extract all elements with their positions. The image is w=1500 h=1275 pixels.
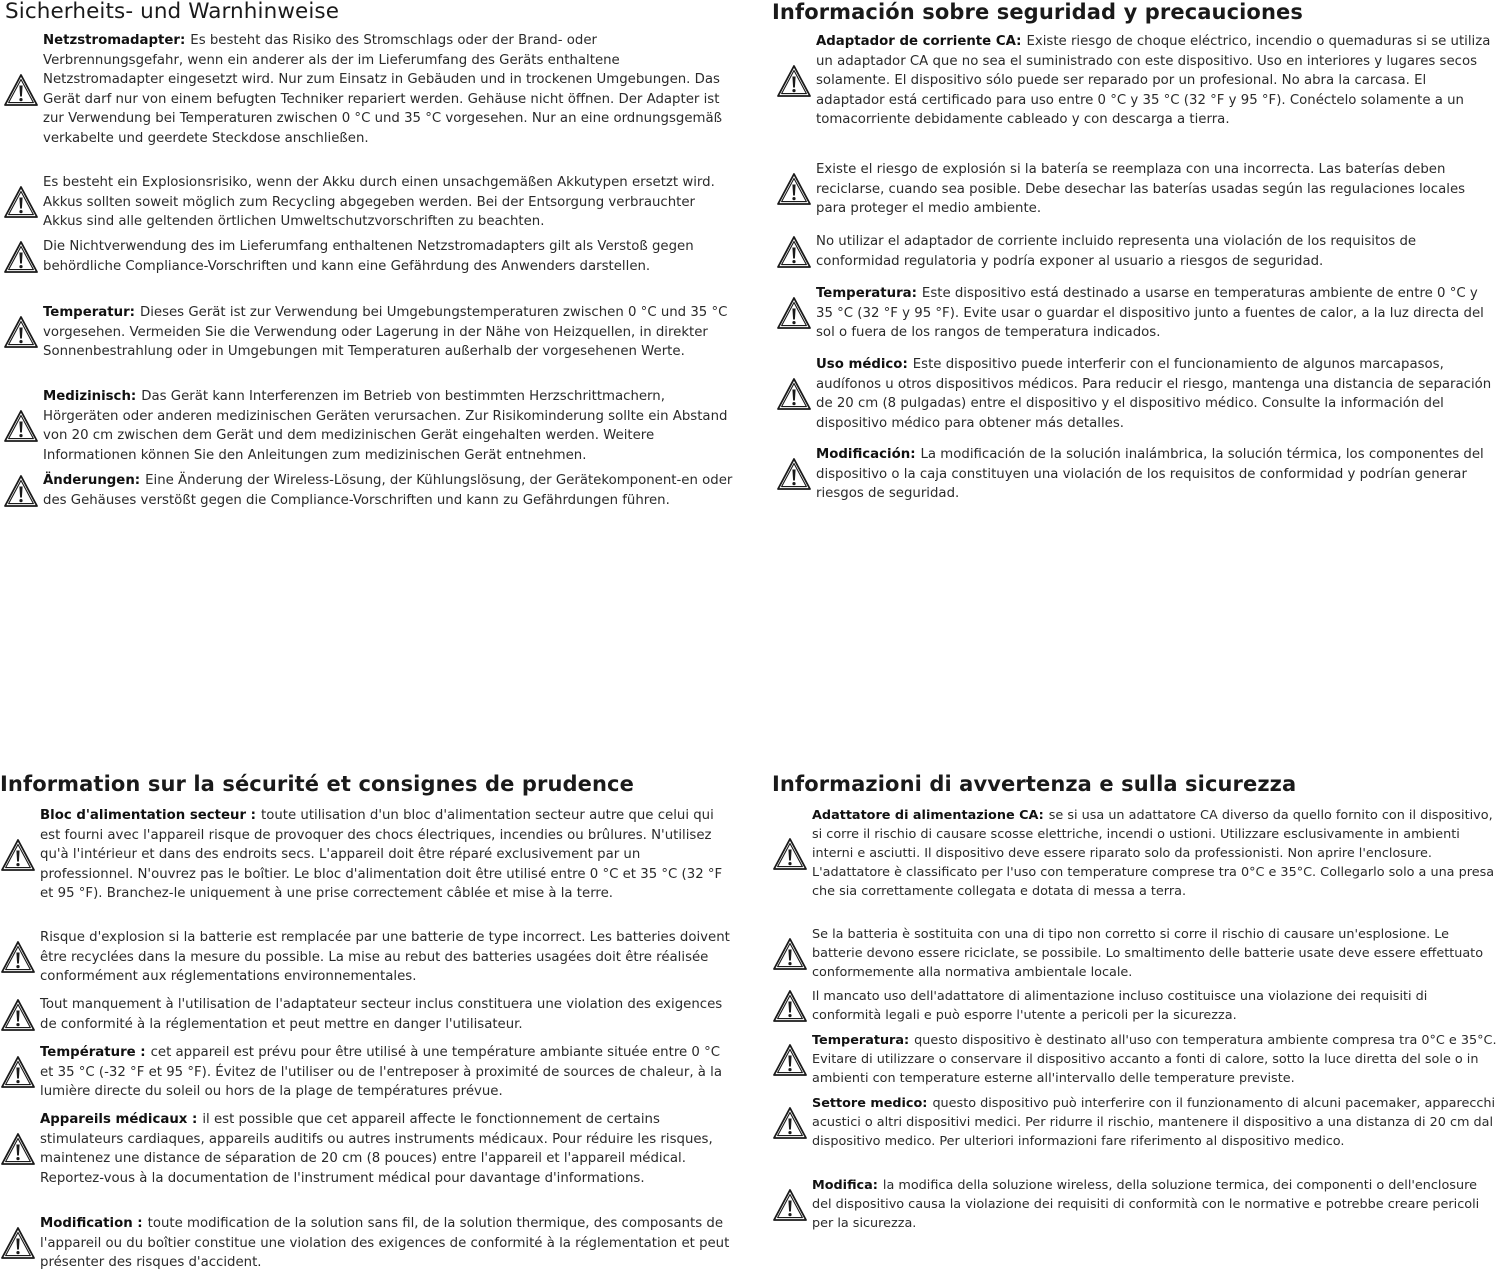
warning-triangle-icon xyxy=(772,1042,808,1078)
section-title: Informazioni di avvertenza e sulla sicurezza xyxy=(772,772,1297,796)
warning-entry-ac-adapter xyxy=(43,31,733,149)
section-french xyxy=(0,772,735,1272)
warning-label: Modifica: xyxy=(812,1178,878,1193)
warning-entry-modification xyxy=(816,445,1496,504)
warning-entry-temperature xyxy=(43,303,733,362)
warning-triangle-icon xyxy=(772,836,808,872)
warning-triangle-icon xyxy=(3,408,39,444)
warning-label: Temperatura: xyxy=(812,1033,910,1048)
warning-entry-compliance xyxy=(40,995,730,1034)
warning-entry-battery xyxy=(812,925,1498,982)
warning-triangle-icon xyxy=(776,456,812,492)
warning-label: Netzstromadapter: xyxy=(43,33,186,48)
warning-text: il est possible que cet appareil affecte le fonctionnement de certains stimulateurs cardiaques, appareils auditifs ou autres instruments médicaux. Pour réduire les risques, maintenez une distance de séparation de 20 cm (8 pouces) entre l'appareil et l'appareil médical. Reportez-vous à la documentation de l'instrument médical pour davantage d'informations. xyxy=(40,1112,713,1186)
warning-text: Existe riesgo de choque eléctrico, incendio o quemaduras si se utiliza un adaptador CA que no sea el suministrado con este dispositivo. Uso en interiores y lugares secos solamente. El dispositivo sólo puede ser reparado por un profesional. No abra la carcasa. El adaptador está certificado para uso entre 0 °C y 35 °C (32 °F y 95 °F). Conéctelo solamente a un tomacorriente debidamente cableado y con descarga a tierra. xyxy=(816,34,1491,128)
warning-triangle-icon xyxy=(776,63,812,99)
warning-text: Existe el riesgo de explosión si la batería se reemplaza con una incorrecta. Las baterías deben reciclarse, cuando sea posible. Debe desechar las baterías usadas según las regulaciones locales para proteger el medio ambiente. xyxy=(816,162,1466,217)
warning-entry-ac-adapter xyxy=(812,806,1498,901)
warning-triangle-icon xyxy=(772,1187,808,1223)
warning-entry-battery xyxy=(43,173,733,232)
warning-entry-compliance xyxy=(816,232,1496,271)
warning-text: Die Nichtverwendung des im Lieferumfang enthaltenen Netzstromadapters gilt als Verstoß gegen behördliche Compliance-Vorschriften und kann eine Gefährdung des Anwenders darstellen. xyxy=(43,239,694,274)
warning-triangle-icon xyxy=(776,295,812,331)
warning-triangle-icon xyxy=(772,936,808,972)
warning-text: Eine Änderung der Wireless-Lösung, der Kühlungslösung, der Gerätekomponent-en oder des Gehäuses verstößt gegen die Compliance-Vorschriften und kann zu Gefährdungen führen. xyxy=(43,473,733,508)
warning-text: Risque d'explosion si la batterie est remplacée par une batterie de type incorrect. Les batteries doivent être recyclées dans la mesure du possible. La mise au rebut des batteries usagées doit être réalisée conformément aux réglementations environnementales. xyxy=(40,930,730,985)
warning-text: questo dispositivo è destinato all'uso con temperatura ambiente compresa tra 0°C e 35°C. Evitare di utilizzare o conservare il dispositivo accanto a fonti di calore, sotto la luce diretta del sole o in ambienti con temperature esterne all'intervallo delle temperature previste. xyxy=(812,1033,1497,1086)
warning-triangle-icon xyxy=(0,997,36,1033)
warning-triangle-icon xyxy=(0,939,36,975)
warning-entry-temperature xyxy=(812,1031,1498,1088)
warning-entry-battery xyxy=(40,928,730,987)
section-title: Sicherheits- und Warnhinweise xyxy=(5,0,340,24)
warning-entry-temperature xyxy=(40,1043,730,1102)
warning-text: toute utilisation d'un bloc d'alimentation secteur autre que celui qui est fourni avec l'appareil risque de provoquer des chocs électriques, incendies ou brûlures. N'utilisez qu'à l'intérieur et dans des endroits secs. L'appareil doit être réparé exclusivement par un professionnel. N'ouvrez pas le boîtier. Le bloc d'alimentation doit être utilisé entre 0 °C et 35 °C (32 °F et 95 °F). Branchez-le uniquement à une prise correctement câblée et mise à la terre. xyxy=(40,808,723,902)
warning-label: Adaptador de corriente CA: xyxy=(816,34,1022,49)
warning-text: La modificación de la solución inalámbrica, la solución térmica, los componentes del dispositivo o la caja constituyen una violación de los requisitos de conformidad y podrían generar riesgos de seguridad. xyxy=(816,447,1484,502)
warning-label: Appareils médicaux : xyxy=(40,1112,198,1127)
warning-text: Es besteht das Risiko des Stromschlags oder der Brand- oder Verbrennungsgefahr, wenn ein anderer als der im Lieferumfang des Geräts enthaltene Netzstromadapter eingesetzt wird. Nur zum Einsatz in Gebäuden und in trockenen Umgebungen. Das Gerät darf nur von einem befugten Techniker repariert werden. Gehäuse nicht öffnen. Der Adapter ist zur Verwendung bei Temperaturen zwischen 0 °C und 35 °C vorgesehen. Nur an eine ordnungsgemäß verkabelte und geerdete Steckdose anschließen. xyxy=(43,33,722,146)
warning-label: Bloc d'alimentation secteur : xyxy=(40,808,256,823)
warning-entry-modification xyxy=(40,1214,730,1273)
warning-text: Tout manquement à l'utilisation de l'adaptateur secteur inclus constituera une violation des exigences de conformité à la réglementation et peut mettre en danger l'utilisateur. xyxy=(40,997,723,1032)
warning-triangle-icon xyxy=(3,184,39,220)
warning-label: Adattatore di alimentazione CA: xyxy=(812,808,1044,823)
warning-label: Settore medico: xyxy=(812,1096,928,1111)
warning-triangle-icon xyxy=(3,314,39,350)
warning-text: Se la batteria è sostituita con una di tipo non corretto si corre il rischio di causare un'esplosione. Le batterie devono essere riciclate, se possibile. Lo smaltimento delle batterie usate deve essere effettuato conformemente alla normativa ambientale locale. xyxy=(812,927,1484,980)
warning-triangle-icon xyxy=(3,72,39,108)
warning-entry-battery xyxy=(816,160,1496,219)
warning-text: Das Gerät kann Interferenzen im Betrieb von bestimmten Herzschrittmachern, Hörgeräten oder anderen medizinischen Geräten verursachen. Zur Risikominderung sollte ein Abstand von 20 cm zwischen dem Gerät und dem medizinischen Gerät eingehalten werden. Weitere Informationen können Sie den Anleitungen zum medizinischen Gerät entnehmen. xyxy=(43,389,728,463)
section-spanish xyxy=(772,0,1498,520)
warning-label: Modification : xyxy=(40,1216,143,1231)
warning-triangle-icon xyxy=(772,1105,808,1141)
warning-text: Es besteht ein Explosionsrisiko, wenn der Akku durch einen unsachgemäßen Akkutypen ersetzt wird. Akkus sollten soweit möglich zum Recycling abgegeben werden. Bei der Entsorgung verbrauchter Akkus sind alle geltenden örtlichen Umweltschutzvorschriften zu beachten. xyxy=(43,175,715,230)
warning-triangle-icon xyxy=(776,171,812,207)
warning-text: la modifica della soluzione wireless, della soluzione termica, dei componenti o dell'enclosure del dispositivo causa la violazione dei requisiti di conformità con le normative e potrebbe creare pericoli per la sicurezza. xyxy=(812,1178,1480,1231)
warning-text: Dieses Gerät ist zur Verwendung bei Umgebungstemperaturen zwischen 0 °C und 35 °C vorgesehen. Vermeiden Sie die Verwendung oder Lagerung in der Nähe von Heizquellen, in direkter Sonnenbestrahlung oder in Umgebungen mit Temperaturen außerhalb der vorgesehenen Werte. xyxy=(43,305,728,360)
warning-text: cet appareil est prévu pour être utilisé à une température ambiante située entre 0 °C et 35 °C (-32 °F et 95 °F). Évitez de l'utiliser ou de l'entreposer à proximité de sources de chaleur, à la lumière directe du soleil ou hors de la plage de températures prévue. xyxy=(40,1045,722,1100)
warning-text: No utilizar el adaptador de corriente incluido representa una violación de los requisitos de conformidad regulatoria y podría exponer al usuario a riesgos de seguridad. xyxy=(816,234,1417,269)
warning-triangle-icon xyxy=(776,234,812,270)
warning-entry-compliance xyxy=(43,237,733,276)
warning-triangle-icon xyxy=(0,1225,36,1261)
warning-entry-modification xyxy=(43,471,733,510)
warning-entry-ac-adapter xyxy=(40,806,730,904)
warning-triangle-icon xyxy=(0,837,36,873)
warning-triangle-icon xyxy=(0,1131,36,1167)
section-title: Information sur la sécurité et consignes de prudence xyxy=(0,772,634,796)
warning-text: Este dispositivo está destinado a usarse en temperaturas ambiente de entre 0 °C y 35 °C (32 °F y 95 °F). Evite usar o guardar el dispositivo junto a fuentes de calor, a la luz directa del sol o fuera de los rangos de temperatura indicados. xyxy=(816,286,1484,341)
warning-entry-compliance xyxy=(812,987,1498,1025)
warning-label: Temperatur: xyxy=(43,305,135,320)
warning-entry-temperature xyxy=(816,284,1496,343)
warning-label: Température : xyxy=(40,1045,146,1060)
warning-label: Temperatura: xyxy=(816,286,917,301)
warning-triangle-icon xyxy=(776,376,812,412)
warning-text: Este dispositivo puede interferir con el funcionamiento de algunos marcapasos, audífonos u otros dispositivos médicos. Para reducir el riesgo, mantenga una distancia de separación de 20 cm (8 pulgadas) entre el dispositivo y el dispositivo médico. Consulte la información del dispositivo médico para obtener más detalles. xyxy=(816,357,1492,431)
warning-label: Uso médico: xyxy=(816,357,908,372)
warning-triangle-icon xyxy=(3,239,39,275)
section-german xyxy=(3,0,733,540)
warning-entry-ac-adapter xyxy=(816,32,1496,130)
section-title: Información sobre seguridad y precauciones xyxy=(772,0,1303,24)
warning-text: toute modification de la solution sans fil, de la solution thermique, des composants de l'appareil ou du boîtier constitue une violation des exigences de conformité à la réglementation et peut présenter des risques d'accident. xyxy=(40,1216,730,1271)
warning-text: se si usa un adattatore CA diverso da quello fornito con il dispositivo, si corre il rischio di causare scosse elettriche, incendi o ustioni. Utilizzare esclusivamente in ambienti interni e asciutti. Il dispositivo deve essere riparato solo da professionisti. Non aprire l'enclosure. L'adattatore è classificato per l'uso con temperature comprese tra 0°C e 35°C. Collegarlo solo a una presa che sia correttamente collegata e dotata di messa a terra. xyxy=(812,808,1495,899)
warning-triangle-icon xyxy=(3,473,39,509)
warning-label: Medizinisch: xyxy=(43,389,137,404)
warning-label: Änderungen: xyxy=(43,473,141,488)
warning-entry-medical xyxy=(40,1110,730,1188)
warning-triangle-icon xyxy=(0,1054,36,1090)
warning-triangle-icon xyxy=(772,988,808,1024)
warning-text: Il mancato uso dell'adattatore di alimentazione incluso costituisce una violazione dei requisiti di conformità legali e può esporre l'utente a pericoli per la sicurezza. xyxy=(812,989,1428,1023)
section-italian xyxy=(772,772,1498,1252)
warning-entry-modification xyxy=(812,1176,1498,1233)
warning-text: questo dispositivo può interferire con il funzionamento di alcuni pacemaker, apparecchi acustici o altri dispositivi medici. Per ridurre il rischio, mantenere il dispositivo a una distanza di 20 cm dal dispositivo medico. Per ulteriori informazioni fare riferimento al dispositivo medico. xyxy=(812,1096,1496,1149)
warning-entry-medical xyxy=(816,355,1496,433)
warning-label: Modificación: xyxy=(816,447,916,462)
warning-entry-medical xyxy=(43,387,733,465)
warning-entry-medical xyxy=(812,1094,1498,1151)
